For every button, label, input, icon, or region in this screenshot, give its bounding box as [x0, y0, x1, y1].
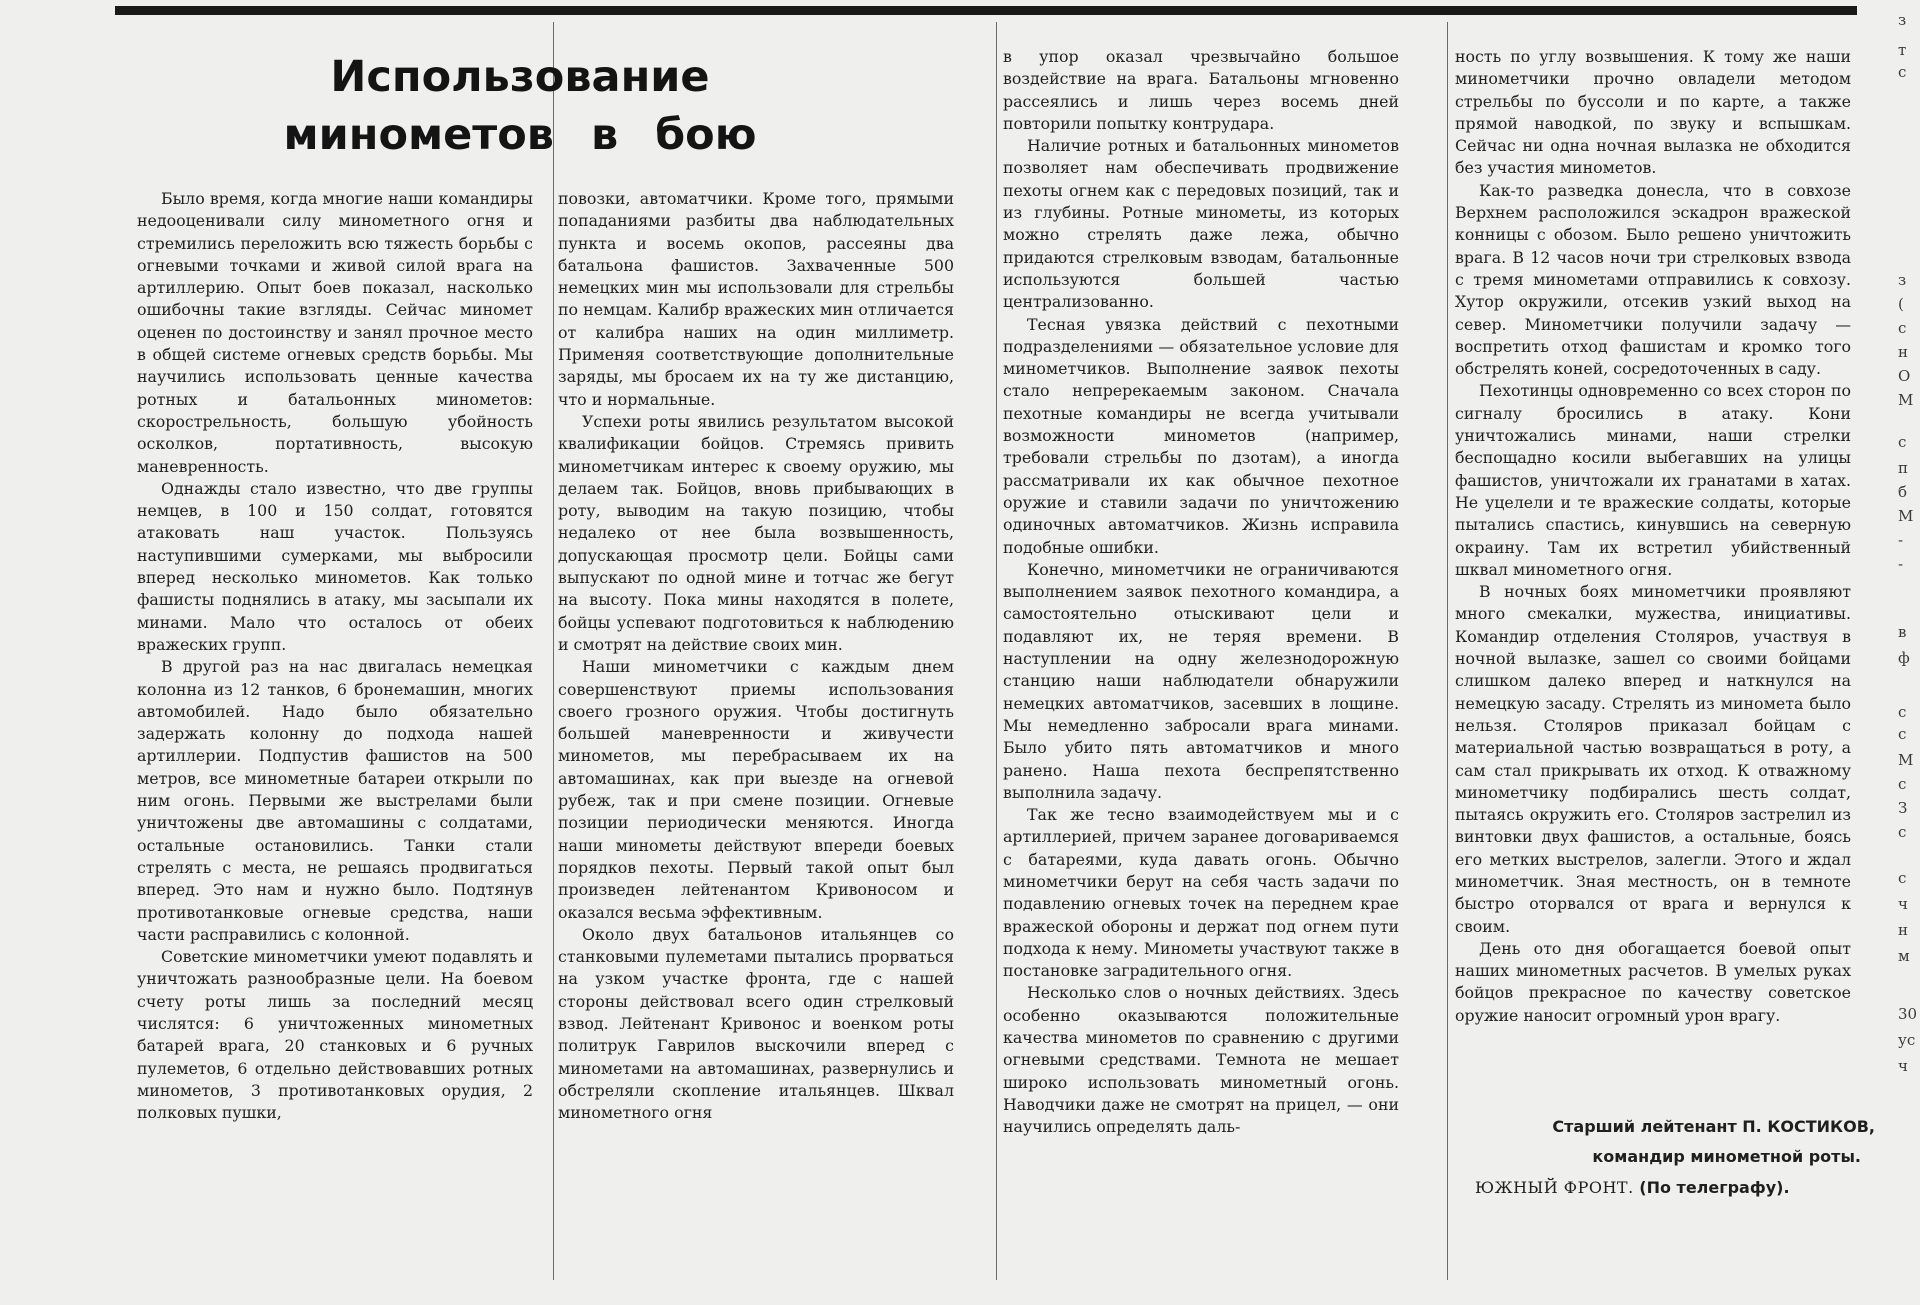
paragraph: в упор оказал чрезвычайно большое воздействие на врага. Батальоны мгновенно рассеялись и лишь через восемь дней повторили попытку контрудара. [1003, 47, 1399, 133]
edge-fragment: н [1898, 343, 1908, 361]
paragraph: Несколько слов о ночных действиях. Здесь особенно оказываются положительные качества минометов по сравнению с другими огневыми средствами. Темнота не мешает широко использовать минометный огонь. Наводчики даже не смотрят на прицел, — они научились определять даль- [1003, 983, 1399, 1137]
paragraph: Так же тесно взаимодействуем мы и с артиллерией, причем заранее договариваемся с батареями, куда давать огонь. Обычно минометчики берут на себя часть задачи по подавлению огневых точек на переднем крае вражеской обороны и держат под огнем пути подхода к нему. Минометы участвуют также в постановке заградительного огня. [1003, 805, 1399, 981]
dateline-note: (По телеграфу). [1639, 1178, 1790, 1197]
edge-fragment: в [1898, 623, 1907, 641]
edge-fragment: ф [1898, 649, 1910, 667]
edge-fragment: с [1898, 319, 1907, 337]
edge-fragment: с [1898, 63, 1907, 81]
paragraph: Около двух батальонов итальянцев со станковыми пулеметами пытались прорваться на узком участке фронта, где с нашей стороны действовал всего один стрелковый взвод. Лейтенант Кривонос и военком роты политрук Гаврилов выскочили вперед с минометами на автомашинах, развернулись и обстреляли скопление итальянцев. Шквал минометного огня [558, 924, 954, 1123]
edge-fragment: М [1898, 751, 1914, 769]
headline-line-2: минометов в бою [283, 110, 757, 160]
edge-fragment: п [1898, 459, 1908, 477]
edge-fragment: О [1898, 367, 1911, 385]
author-name: Старший лейтенант П. КОСТИКОВ, [1552, 1117, 1875, 1136]
article-headline [270, 48, 770, 164]
dateline [1475, 1178, 1790, 1197]
edge-fragment: т [1898, 41, 1907, 59]
column-divider [553, 22, 554, 1280]
paragraph: День ото дня обогащается боевой опыт наших минометных расчетов. В умелых руках бойцов прекрасное по качеству советское оружие наносит огромный урон врагу. [1455, 938, 1851, 1025]
paragraph: Было время, когда многие наши командиры недооценивали силу минометного огня и стремились переложить всю тяжесть борьбы с огневыми точками и живой силой врага на артиллерию. Опыт боев показал, насколько ошибочны такие взгляды. Сейчас миномет оценен по достоинству и занял прочное место в общей системе огневых средств борьбы. Мы научились использовать ценные качества ротных и батальонных минометов: скорострельность, большую убойность осколков, портативность, высокую маневренность. [137, 189, 533, 476]
edge-fragment: З [1898, 799, 1908, 817]
paragraph: Наши минометчики с каждым днем совершенствуют приемы использования своего грозного оружия. Чтобы достигнуть большей маневренности и живучести минометов, мы перебрасываем их на автомашинах, как при выезде на огневой рубеж, так и при смене позиции. Огневые позиции периодически меняются. Иногда наши минометы действуют впереди боевых порядков пехоты. Первый такой опыт был произведен лейтенантом Кривоносом и оказался весьма эффективным. [558, 657, 954, 922]
paragraph: Как-то разведка донесла, что в совхозе Верхнем расположился эскадрон вражеской конницы с обозом. Было решено уничтожить врага. В 12 часов ночи три стрелковых взвода с тремя минометами отправились к совхозу. Хутор окружили, отсекив узкий выход на север. Минометчики получили задачу — воспретить отход фашистам и кромко того обстрелять коней, сосредоточенных в саду. [1455, 180, 1851, 379]
top-rule [115, 6, 1857, 15]
edge-fragment: с [1898, 775, 1907, 793]
author-role: командир минометной роты. [1592, 1147, 1861, 1166]
article-column-3 [1003, 46, 1399, 1139]
dateline-place: ЮЖНЫЙ ФРОНТ. [1475, 1178, 1634, 1197]
column-divider [1447, 22, 1448, 1280]
edge-fragment: б [1898, 483, 1908, 501]
edge-fragment: н [1898, 921, 1908, 939]
edge-fragment: с [1898, 703, 1907, 721]
paragraph: В другой раз на нас двигалась немецкая колонна из 12 танков, 6 бронемашин, многих автомобилей. Надо было обязательно задержать колонну до подхода нашей артиллерии. Подпустив фашистов на 500 метров, все минометные батареи открыли по ним огонь. Первыми же выстрелами были уничтожены две автомашины с солдатами, остальные остановились. Танки стали стрелять с места, не решаясь продвигаться вперед. Это нам и нужно было. Подтянув противотанковые огневые средства, наши части расправились с колонной. [137, 657, 533, 944]
paragraph: ность по углу возвышения. К тому же наши минометчики прочно овладели методом стрельбы по буссоли и по карте, а также прямой наводкой, по звуку и вспышкам. Сейчас ни одна ночная вылазка не обходится без участия минометов. [1455, 47, 1851, 178]
paragraph: Пехотинцы одновременно со всех сторон по сигналу бросились в атаку. Кони уничтожались минами, наши стрелки беспощадно косили выбегавших на улицы фашистов, уничтожали их гранатами в хатах. Не уцелели и те вражеские солдаты, которые пытались спастись, кинувшись на северную окраину. Там их встретил убийственный шквал минометного огня. [1455, 381, 1851, 579]
edge-fragment: 30 [1898, 1005, 1918, 1023]
article-column-1 [137, 188, 533, 1124]
paragraph: Успехи роты явились результатом высокой квалификации бойцов. Стремясь привить минометчикам интерес к своему оружию, мы делаем так. Бойцов, вновь прибывающих в роту, выводим на такую позицию, чтобы недалеко от нее была возвышенность, допускающая просмотр цели. Бойцы сами выпускают по одной мине и тотчас же бегут на высоту. Пока мины находятся в полете, бойцы успевают подготовиться к наблюдению и смотрят на действие своих мин. [558, 411, 954, 654]
paragraph: Наличие ротных и батальонных минометов позволяет нам обеспечивать продвижение пехоты огнем как с передовых позиций, так и из глубины. Ротные минометы, из которых можно стрелять даже лежа, обычно придаются стрелковым взводам, батальонные используются большей частью централизованно. [1003, 136, 1399, 312]
paragraph: Однажды стало известно, что две группы немцев, в 100 и 150 солдат, готовятся атаковать наш участок. Пользуясь наступившими сумерками, мы выбросили вперед несколько минометов. Как только фашисты поднялись в атаку, мы засыпали их минами. Мало что осталось от обеих вражеских групп. [137, 478, 533, 654]
edge-fragment: з [1898, 11, 1907, 29]
edge-fragment: ус [1898, 1031, 1916, 1049]
edge-fragment: с [1898, 823, 1907, 841]
headline-line-1: Использование [330, 52, 710, 102]
paragraph: В ночных боях минометчики проявляют много смекалки, мужества, инициативы. Командир отделения Столяров, участвуя в ночной вылазке, зашел со своими бойцами слишком далеко вперед и наткнулся на немецкую засаду. Стрелять из миномета было нельзя. Столяров приказал бойцам с материальной частью возвращаться в роту, а сам стал прикрывать их отход. К отважному минометчику подбирались шесть солдат, пытаясь окружить его. Столяров застрелил из винтовки двух фашистов, а остальные, боясь его метких выстрелов, залегли. Этого и ждал минометчик. Зная местность, он в темноте быстро оторвался от врага и вернулся к своим. [1455, 582, 1851, 936]
article-column-4 [1455, 46, 1851, 1027]
paragraph: Конечно, минометчики не ограничиваются выполнением заявок пехотного командира, а самостоятельно отыскивают цели и подавляют их, не теряя времени. В наступлении на одну железнодорожную станцию наши наблюдатели обнаружили немецких автоматчиков, засевших в лощине. Мы немедленно забросали врага минами. Было убито пять автоматчиков и много ранено. Наша пехота беспрепятственно выполнила задачу. [1003, 559, 1399, 802]
edge-fragment: с [1898, 869, 1907, 887]
edge-fragment: ч [1898, 895, 1908, 913]
edge-fragment: с [1898, 433, 1907, 451]
column-divider [996, 22, 997, 1280]
paragraph: Тесная увязка действий с пехотными подразделениями — обязательное условие для минометчиков. Выполнение заявок пехоты стало непререкаемым законом. Сначала пехотные командиры не всегда учитывали возможности минометов (например, требовали стрельбы по дзотам), а иногда рассматривали их как обычное пехотное оружие и ставили задачи по уничтожению одиночных автоматчиков. Жизнь исправила подобные ошибки. [1003, 314, 1399, 557]
article-column-2 [558, 188, 954, 1124]
edge-fragment: М [1898, 391, 1914, 409]
author-signature [1455, 1112, 1875, 1172]
paragraph: повозки, автоматчики. Кроме того, прямыми попаданиями разбиты два наблюдательных пункта и восемь окопов, рассеяны два батальона фашистов. Захваченные 500 немецких мин мы использовали для стрельбы по немцам. Калибр вражеских мин отличается от калибра наших на один миллиметр. Применяя соответствующие дополнительные заряды, мы бросаем их на ту же дистанцию, что и нормальные. [558, 189, 954, 409]
edge-fragment: - [1898, 555, 1904, 573]
edge-fragment: с [1898, 725, 1907, 743]
edge-fragment: ч [1898, 1057, 1908, 1075]
adjacent-column-edge [1896, 0, 1920, 1305]
edge-fragment: з [1898, 271, 1907, 289]
edge-fragment: ( [1898, 295, 1904, 313]
edge-fragment: - [1898, 531, 1904, 549]
edge-fragment: М [1898, 507, 1914, 525]
paragraph: Советские минометчики умеют подавлять и уничтожать разнообразные цели. На боевом счету роты лишь за последний месяц числятся: 6 уничтоженных минометных батарей врага, 20 станковых и 6 ручных пулеметов, 6 отдельно действовавших ротных минометов, 3 противотанковых орудия, 2 полковых пушки, [137, 947, 533, 1123]
edge-fragment: м [1898, 947, 1910, 965]
